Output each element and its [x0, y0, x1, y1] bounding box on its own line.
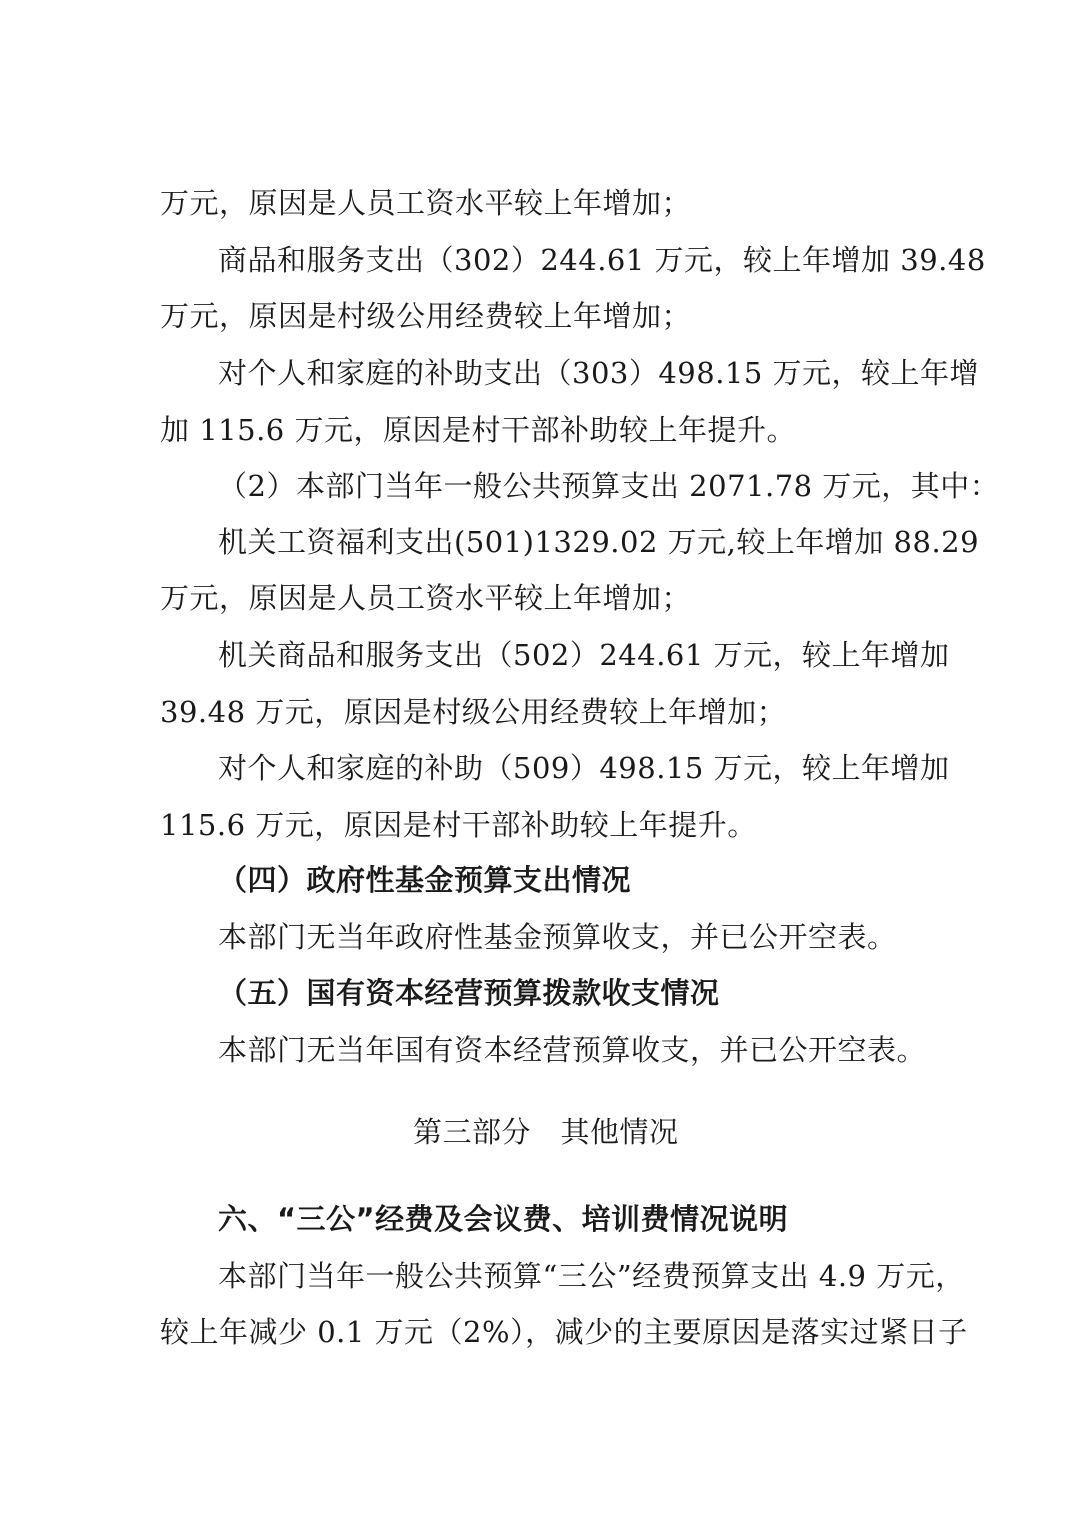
paragraph-line: 万元，原因是人员工资水平较上年增加；	[160, 186, 692, 220]
paragraph-line: 机关商品和服务支出（502）244.61 万元，较上年增加	[218, 638, 950, 672]
paragraph-line: 对个人和家庭的补助（509）498.15 万元，较上年增加	[218, 751, 950, 785]
part-title: 第三部分 其他情况	[413, 1115, 679, 1149]
paragraph-line: （2）本部门当年一般公共预算支出 2071.78 万元，其中：	[218, 469, 1000, 503]
heading-state-capital: （五）国有资本经营预算拨款收支情况	[218, 976, 720, 1010]
paragraph-line: 对个人和家庭的补助支出（303）498.15 万元，较上年增	[218, 356, 980, 390]
heading-government-fund: （四）政府性基金预算支出情况	[218, 863, 632, 897]
paragraph-line: 本部门当年一般公共预算“三公”经费预算支出 4.9 万元，	[218, 1259, 965, 1293]
heading-three-public: 六、“三公”经费及会议费、培训费情况说明	[218, 1202, 789, 1236]
paragraph-line: 较上年减少 0.1 万元（2%），减少的主要原因是落实过紧日子	[160, 1315, 968, 1349]
paragraph-line: 加 115.6 万元，原因是村干部补助较上年提升。	[160, 413, 796, 447]
paragraph-state-capital: 本部门无当年国有资本经营预算收支，并已公开空表。	[218, 1033, 927, 1067]
paragraph-line: 机关工资福利支出(501)1329.02 万元,较上年增加 88.29	[218, 525, 980, 559]
paragraph-line: 115.6 万元，原因是村干部补助较上年提升。	[160, 808, 757, 842]
paragraph-line: 39.48 万元，原因是村级公用经费较上年增加；	[160, 695, 787, 729]
paragraph-line: 万元，原因是人员工资水平较上年增加；	[160, 581, 692, 615]
paragraph-line: 商品和服务支出（302）244.61 万元，较上年增加 39.48	[218, 243, 986, 277]
paragraph-line: 万元，原因是村级公用经费较上年增加；	[160, 299, 692, 333]
paragraph-government-fund: 本部门无当年政府性基金预算收支，并已公开空表。	[218, 920, 897, 954]
